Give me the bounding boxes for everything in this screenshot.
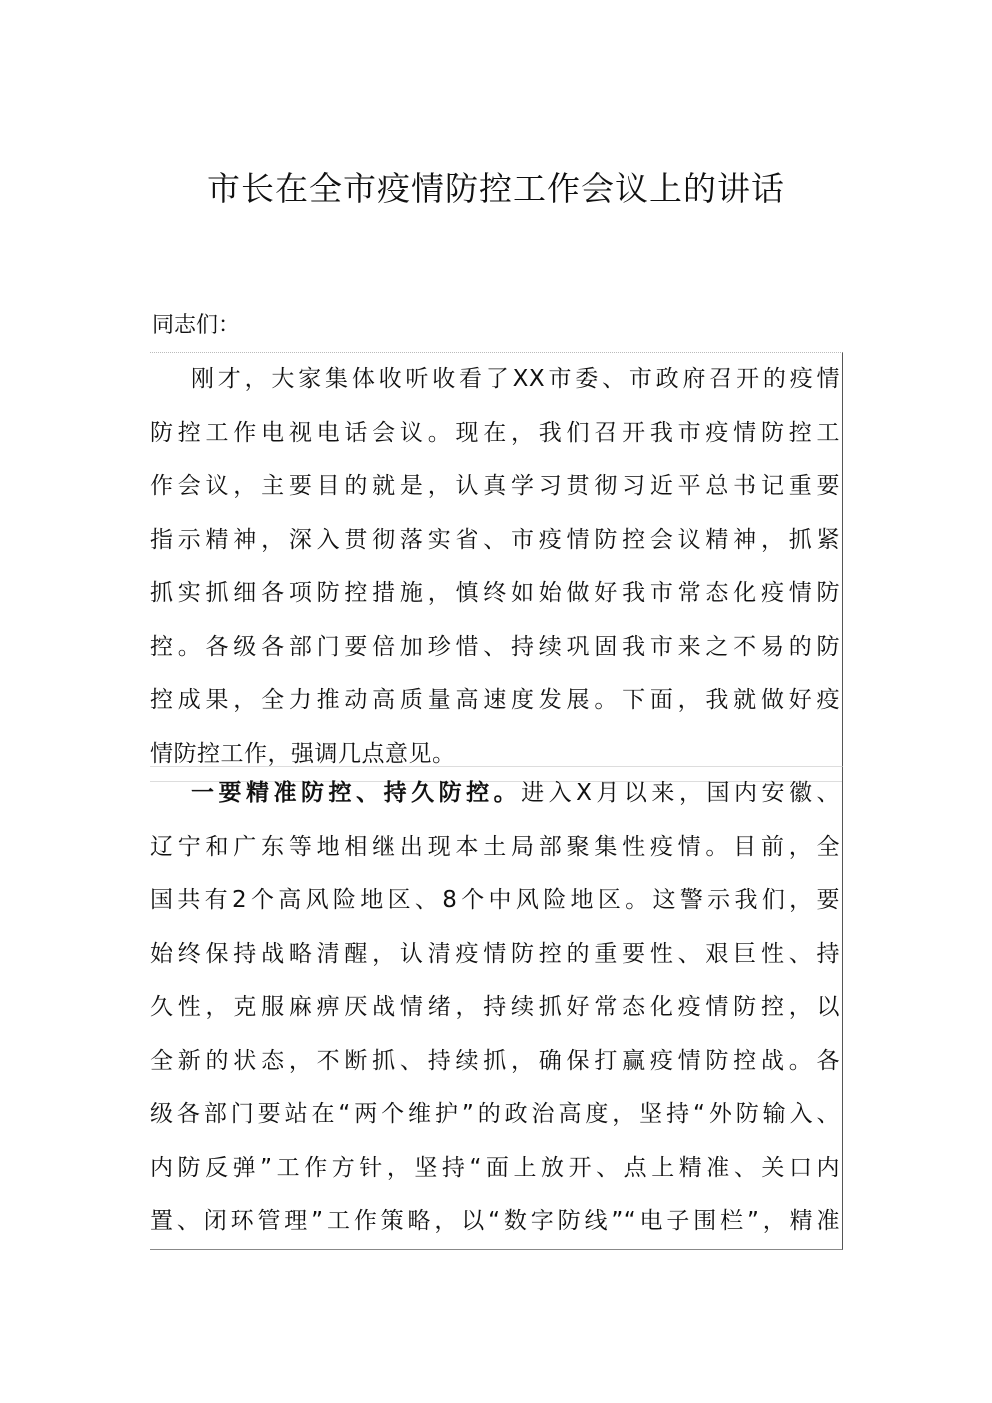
text-line: 级各部门要站在“两个维护”的政治高度，坚持“外防输入、 bbox=[150, 1101, 840, 1127]
paragraph-intro bbox=[150, 352, 843, 782]
salutation: 同志们： bbox=[152, 313, 241, 338]
text-line: 指示精神，深入贯彻落实省、市疫情防控会议精神，抓紧 bbox=[150, 526, 840, 553]
text-line: 内防反弹”工作方针，坚持“面上放开、点上精准、关口内 bbox=[150, 1154, 840, 1181]
text-line: 控成果，全力推动高质量高速度发展。下面，我就做好疫 bbox=[150, 687, 840, 713]
text-line-first bbox=[150, 767, 842, 821]
text-line: 始终保持战略清醒，认清疫情防控的重要性、艰巨性、持 bbox=[150, 940, 840, 967]
paragraph-point-one bbox=[150, 766, 843, 1250]
text-line: 情防控工作，强调几点意见。 bbox=[150, 740, 456, 767]
text-line: 久性，克服麻痹厌战情绪，持续抓好常态化疫情防控，以 bbox=[150, 994, 840, 1020]
text-line: 辽宁和广东等地相继出现本土局部聚集性疫情。目前，全 bbox=[150, 833, 840, 860]
text-line: 国共有2个高风险地区、8个中风险地区。这警示我们，要 bbox=[150, 887, 840, 913]
text-line: 全新的状态，不断抓、持续抓，确保打赢疫情防控战。各 bbox=[150, 1047, 840, 1074]
text-run: 进入X月以来，国内安徽、 bbox=[521, 780, 840, 806]
text-line: 控。各级各部门要倍加珍惜、持续巩固我市来之不易的防 bbox=[150, 633, 840, 660]
document-title: 市长在全市疫情防控工作会议上的讲话 bbox=[207, 169, 785, 208]
text-line: 防控工作电视电话会议。现在，我们召开我市疫情防控工 bbox=[150, 419, 840, 446]
text-line: 作会议，主要目的就是，认真学习贯彻习近平总书记重要 bbox=[150, 473, 840, 499]
text-line: 抓实抓细各项防控措施，慎终如始做好我市常态化疫情防 bbox=[150, 580, 840, 606]
text-line: 刚才，大家集体收听收看了XX市委、市政府召开的疫情 bbox=[191, 366, 840, 392]
section-heading: 一要精准防控、持久防控。 bbox=[191, 780, 522, 806]
text-line: 置、闭环管理”工作策略，以“数字防线”“电子围栏”，精准 bbox=[150, 1208, 840, 1234]
